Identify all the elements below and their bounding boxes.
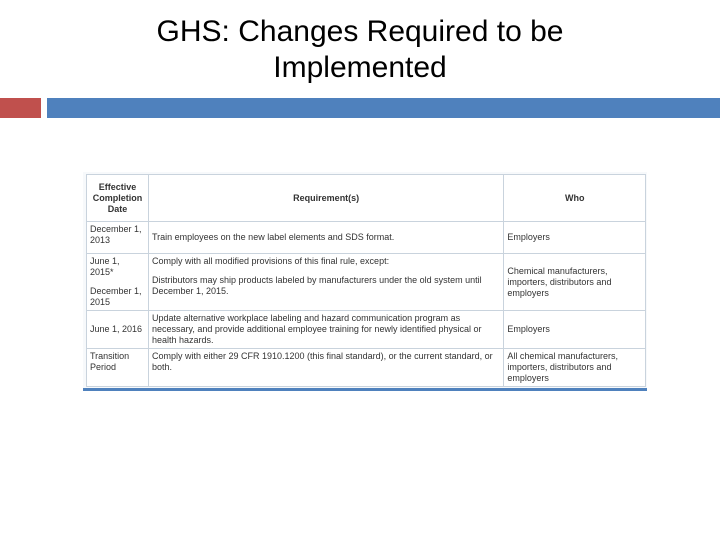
row-requirement-primary: Comply with all modified provisions of this final rule, except: xyxy=(151,256,390,266)
header-who: Who xyxy=(504,175,646,222)
slide-title xyxy=(60,14,660,86)
row-requirement: Train employees on the new label elements and SDS format. xyxy=(148,222,503,254)
row-date: June 1, 2016 xyxy=(87,311,149,349)
ghs-requirements-table xyxy=(86,174,646,387)
row-requirement xyxy=(148,254,503,311)
row-who: Employers xyxy=(504,222,646,254)
row-requirement-exception: Distributors may ship products labeled by manufacturers under the old system until December 1, 2015. xyxy=(151,275,482,296)
header-requirements: Requirement(s) xyxy=(148,175,503,222)
table-row xyxy=(87,222,646,254)
table-row xyxy=(87,254,646,311)
row-date-primary: June 1, 2015* xyxy=(90,256,120,277)
row-date: Transition Period xyxy=(87,349,149,387)
row-who: Chemical manufacturers, importers, distributors and employers xyxy=(504,254,646,311)
row-who: Employers xyxy=(504,311,646,349)
row-date: December 1, 2013 xyxy=(87,222,149,254)
row-date-secondary: December 1, 2015 xyxy=(90,286,142,307)
slide-title-line-2: Implemented xyxy=(273,51,447,84)
slide-title-line-1: GHS: Changes Required to be xyxy=(156,15,564,48)
accent-bar-red xyxy=(0,98,41,118)
table-row xyxy=(87,349,646,387)
table-header-row xyxy=(87,175,646,222)
accent-bar-blue xyxy=(47,98,720,118)
table-row xyxy=(87,311,646,349)
row-who: All chemical manufacturers, importers, distributors and employers xyxy=(504,349,646,387)
row-requirement: Update alternative workplace labeling and hazard communication program as necessary, and provide additional employee training for newly identified physical or health hazards. xyxy=(148,311,503,349)
row-date xyxy=(87,254,149,311)
row-requirement: Comply with either 29 CFR 1910.1200 (this final standard), or the current standard, or both. xyxy=(148,349,503,387)
header-effective-date: Effective Completion Date xyxy=(87,175,149,222)
ghs-table-image xyxy=(83,172,647,391)
